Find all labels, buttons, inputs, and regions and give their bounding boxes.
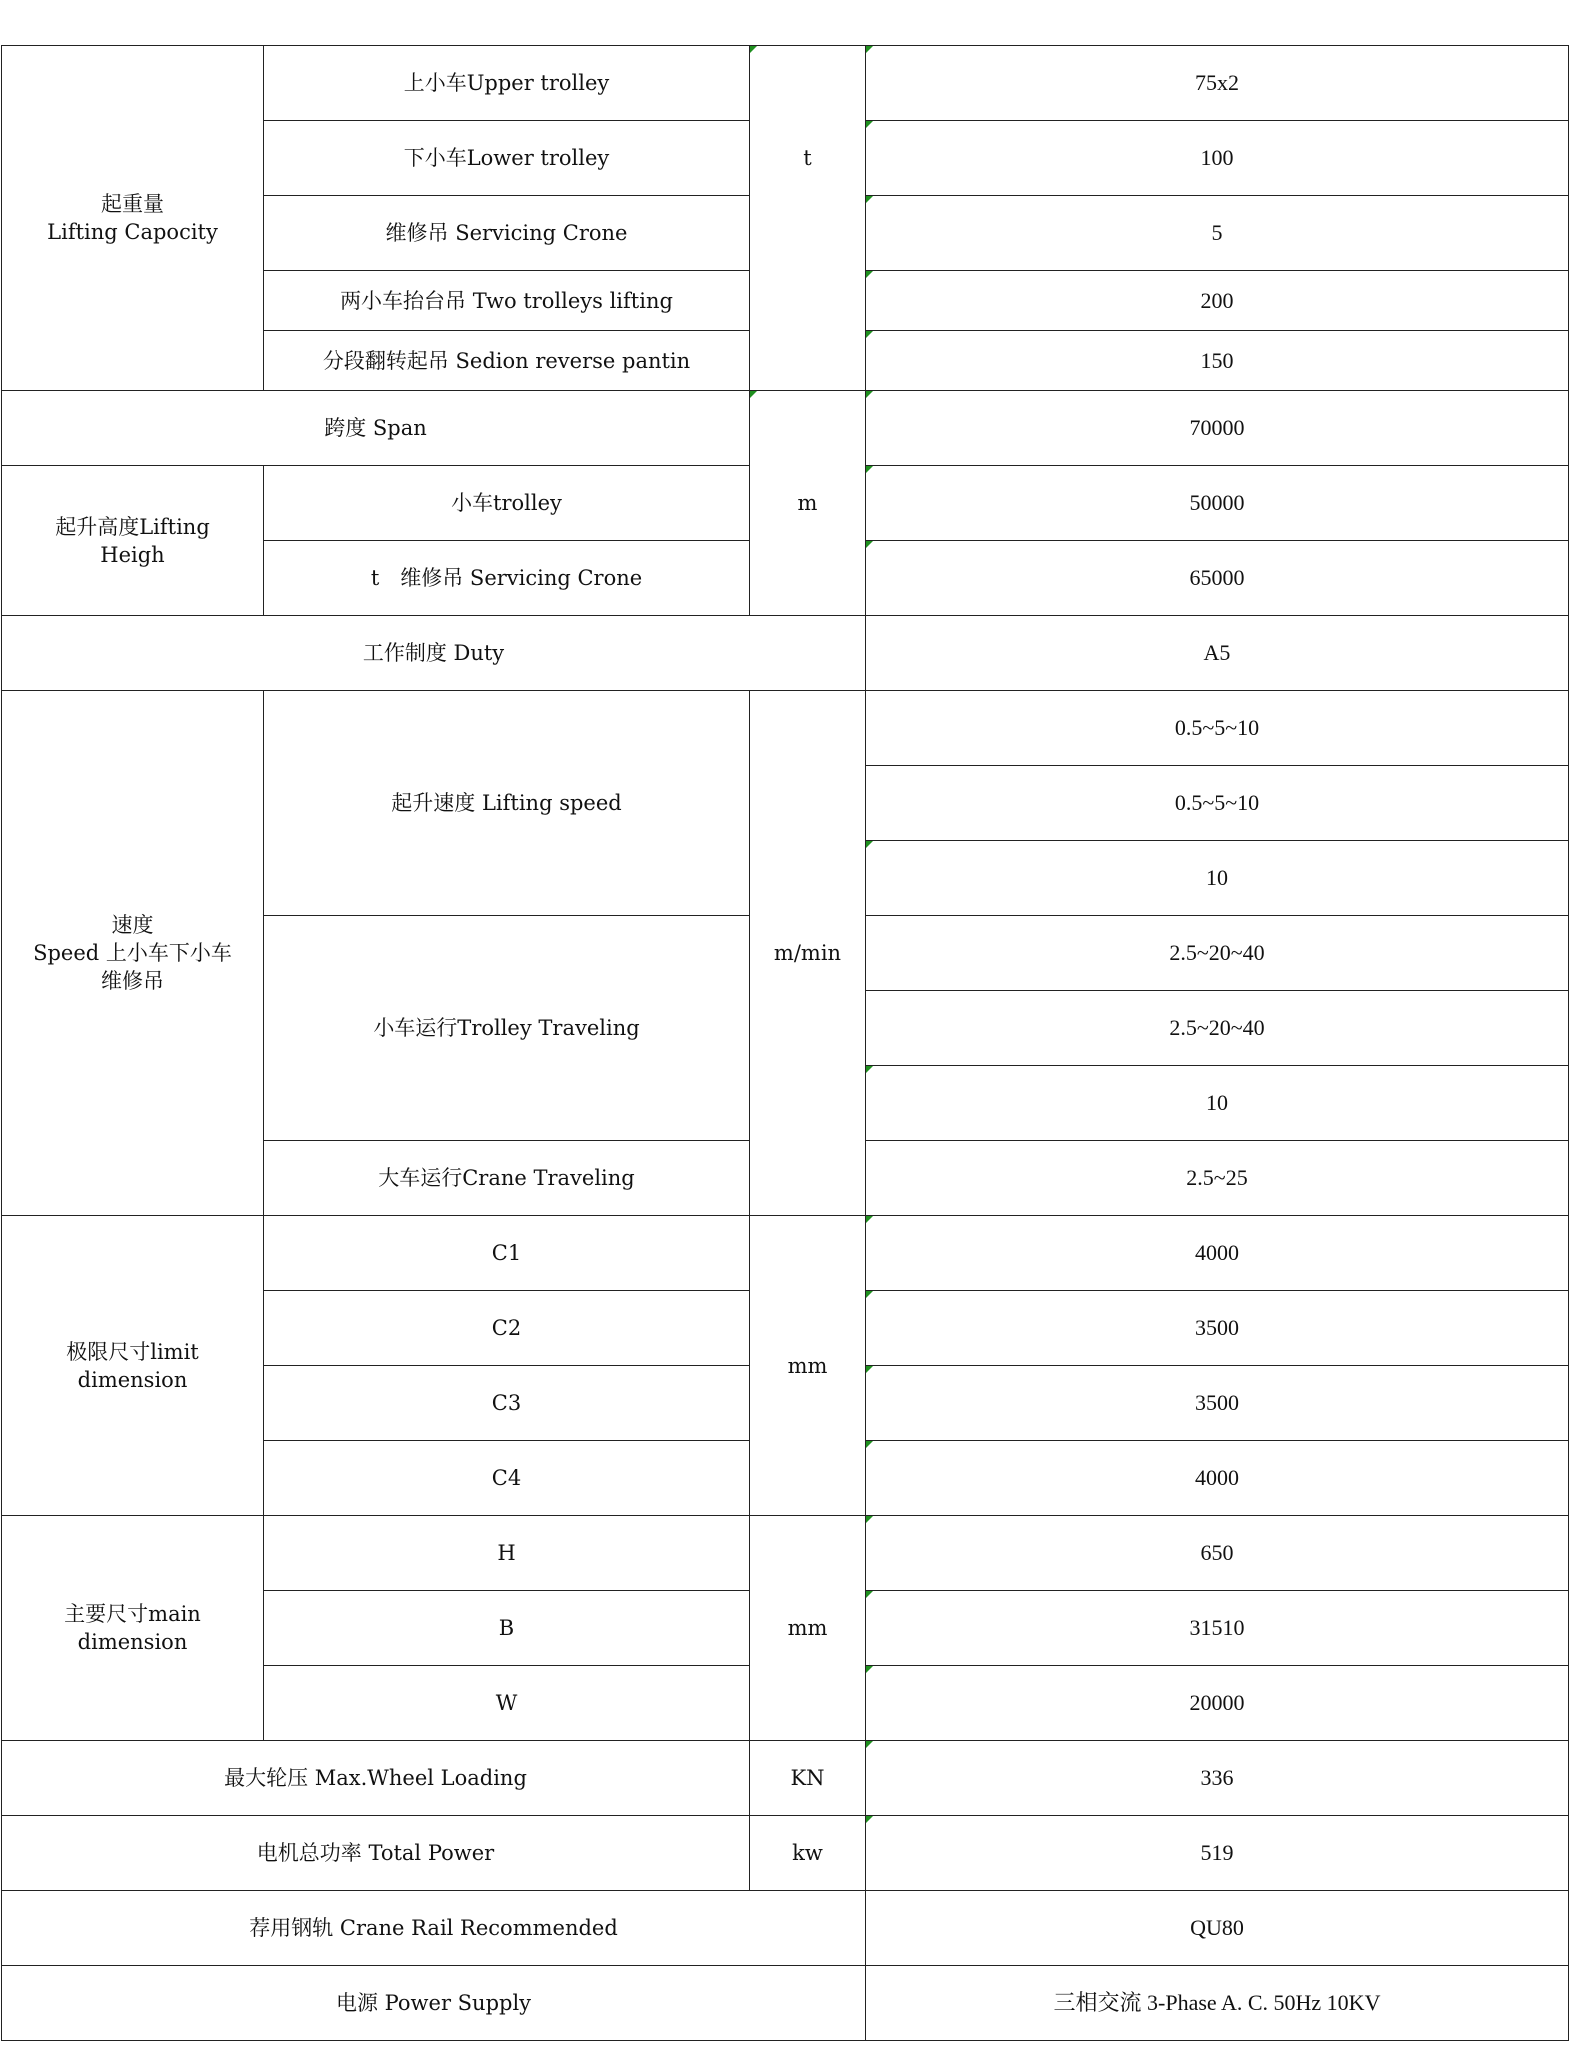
max-wheel-loading-label: 最大轮压 Max.Wheel Loading bbox=[2, 1741, 750, 1816]
servicing-crane-value: 5 bbox=[866, 196, 1569, 271]
trolley-traveling-value-1: 2.5~20~40 bbox=[866, 916, 1569, 991]
speed-unit: m/min bbox=[750, 691, 866, 1216]
limit-c1-value: 4000 bbox=[866, 1216, 1569, 1291]
two-trolleys-value: 200 bbox=[866, 271, 1569, 331]
two-trolleys-item: 两小车抬台吊 Two trolleys lifting bbox=[264, 271, 750, 331]
table-row bbox=[2, 1891, 1569, 1966]
lifting-capacity-label: 起重量 Lifting Capocity bbox=[2, 46, 264, 391]
upper-trolley-value: 75x2 bbox=[866, 46, 1569, 121]
limit-c3-value: 3500 bbox=[866, 1366, 1569, 1441]
main-dimension-label: 主要尺寸main dimension bbox=[2, 1516, 264, 1741]
servicing-height-item: t 维修吊 Servicing Crone bbox=[264, 541, 750, 616]
lifting-speed-value-1: 0.5~5~10 bbox=[866, 691, 1569, 766]
lower-trolley-item: 下小车Lower trolley bbox=[264, 121, 750, 196]
trolley-height-item: 小车trolley bbox=[264, 466, 750, 541]
table-row bbox=[2, 1816, 1569, 1891]
main-w-item: W bbox=[264, 1666, 750, 1741]
limit-dimension-label: 极限尺寸limit dimension bbox=[2, 1216, 264, 1516]
limit-dimension-unit: mm bbox=[750, 1216, 866, 1516]
lifting-capacity-unit: t bbox=[750, 46, 866, 391]
crane-spec-table bbox=[1, 45, 1569, 2041]
trolley-traveling-item: 小车运行Trolley Traveling bbox=[264, 916, 750, 1141]
trolley-traveling-value-2: 2.5~20~40 bbox=[866, 991, 1569, 1066]
table-row bbox=[2, 691, 1569, 766]
max-wheel-loading-unit: KN bbox=[750, 1741, 866, 1816]
table-row bbox=[2, 1966, 1569, 2041]
trolley-traveling-value-3: 10 bbox=[866, 1066, 1569, 1141]
duty-label: 工作制度 Duty bbox=[2, 616, 866, 691]
span-label: 跨度 Span bbox=[2, 391, 750, 466]
main-h-value: 650 bbox=[866, 1516, 1569, 1591]
lifting-speed-item: 起升速度 Lifting speed bbox=[264, 691, 750, 916]
main-h-item: H bbox=[264, 1516, 750, 1591]
limit-c4-item: C4 bbox=[264, 1441, 750, 1516]
total-power-unit: kw bbox=[750, 1816, 866, 1891]
servicing-crane-item: 维修吊 Servicing Crone bbox=[264, 196, 750, 271]
servicing-height-value: 65000 bbox=[866, 541, 1569, 616]
main-b-item: B bbox=[264, 1591, 750, 1666]
crane-rail-value: QU80 bbox=[866, 1891, 1569, 1966]
limit-c2-item: C2 bbox=[264, 1291, 750, 1366]
table-row bbox=[2, 616, 1569, 691]
duty-value: A5 bbox=[866, 616, 1569, 691]
crane-rail-label: 荐用钢轨 Crane Rail Recommended bbox=[2, 1891, 866, 1966]
power-supply-value: 三相交流 3-Phase A. C. 50Hz 10KV bbox=[866, 1966, 1569, 2041]
limit-c2-value: 3500 bbox=[866, 1291, 1569, 1366]
limit-c4-value: 4000 bbox=[866, 1441, 1569, 1516]
section-reverse-item: 分段翻转起吊 Sedion reverse pantin bbox=[264, 331, 750, 391]
crane-traveling-item: 大车运行Crane Traveling bbox=[264, 1141, 750, 1216]
limit-c3-item: C3 bbox=[264, 1366, 750, 1441]
total-power-value: 519 bbox=[866, 1816, 1569, 1891]
table-row bbox=[2, 1516, 1569, 1591]
section-reverse-value: 150 bbox=[866, 331, 1569, 391]
table-row bbox=[2, 1216, 1569, 1291]
lifting-height-label: 起升高度Lifting Heigh bbox=[2, 466, 264, 616]
speed-label: 速度 Speed 上小车下小车 维修吊 bbox=[2, 691, 264, 1216]
lifting-speed-value-2: 0.5~5~10 bbox=[866, 766, 1569, 841]
total-power-label: 电机总功率 Total Power bbox=[2, 1816, 750, 1891]
trolley-height-value: 50000 bbox=[866, 466, 1569, 541]
lifting-speed-value-3: 10 bbox=[866, 841, 1569, 916]
main-b-value: 31510 bbox=[866, 1591, 1569, 1666]
table-row bbox=[2, 391, 1569, 466]
limit-c1-item: C1 bbox=[264, 1216, 750, 1291]
span-unit: m bbox=[750, 391, 866, 616]
main-w-value: 20000 bbox=[866, 1666, 1569, 1741]
table-row bbox=[2, 1741, 1569, 1816]
upper-trolley-item: 上小车Upper trolley bbox=[264, 46, 750, 121]
main-dimension-unit: mm bbox=[750, 1516, 866, 1741]
table-row bbox=[2, 46, 1569, 121]
lower-trolley-value: 100 bbox=[866, 121, 1569, 196]
power-supply-label: 电源 Power Supply bbox=[2, 1966, 866, 2041]
span-value: 70000 bbox=[866, 391, 1569, 466]
crane-traveling-value: 2.5~25 bbox=[866, 1141, 1569, 1216]
max-wheel-loading-value: 336 bbox=[866, 1741, 1569, 1816]
